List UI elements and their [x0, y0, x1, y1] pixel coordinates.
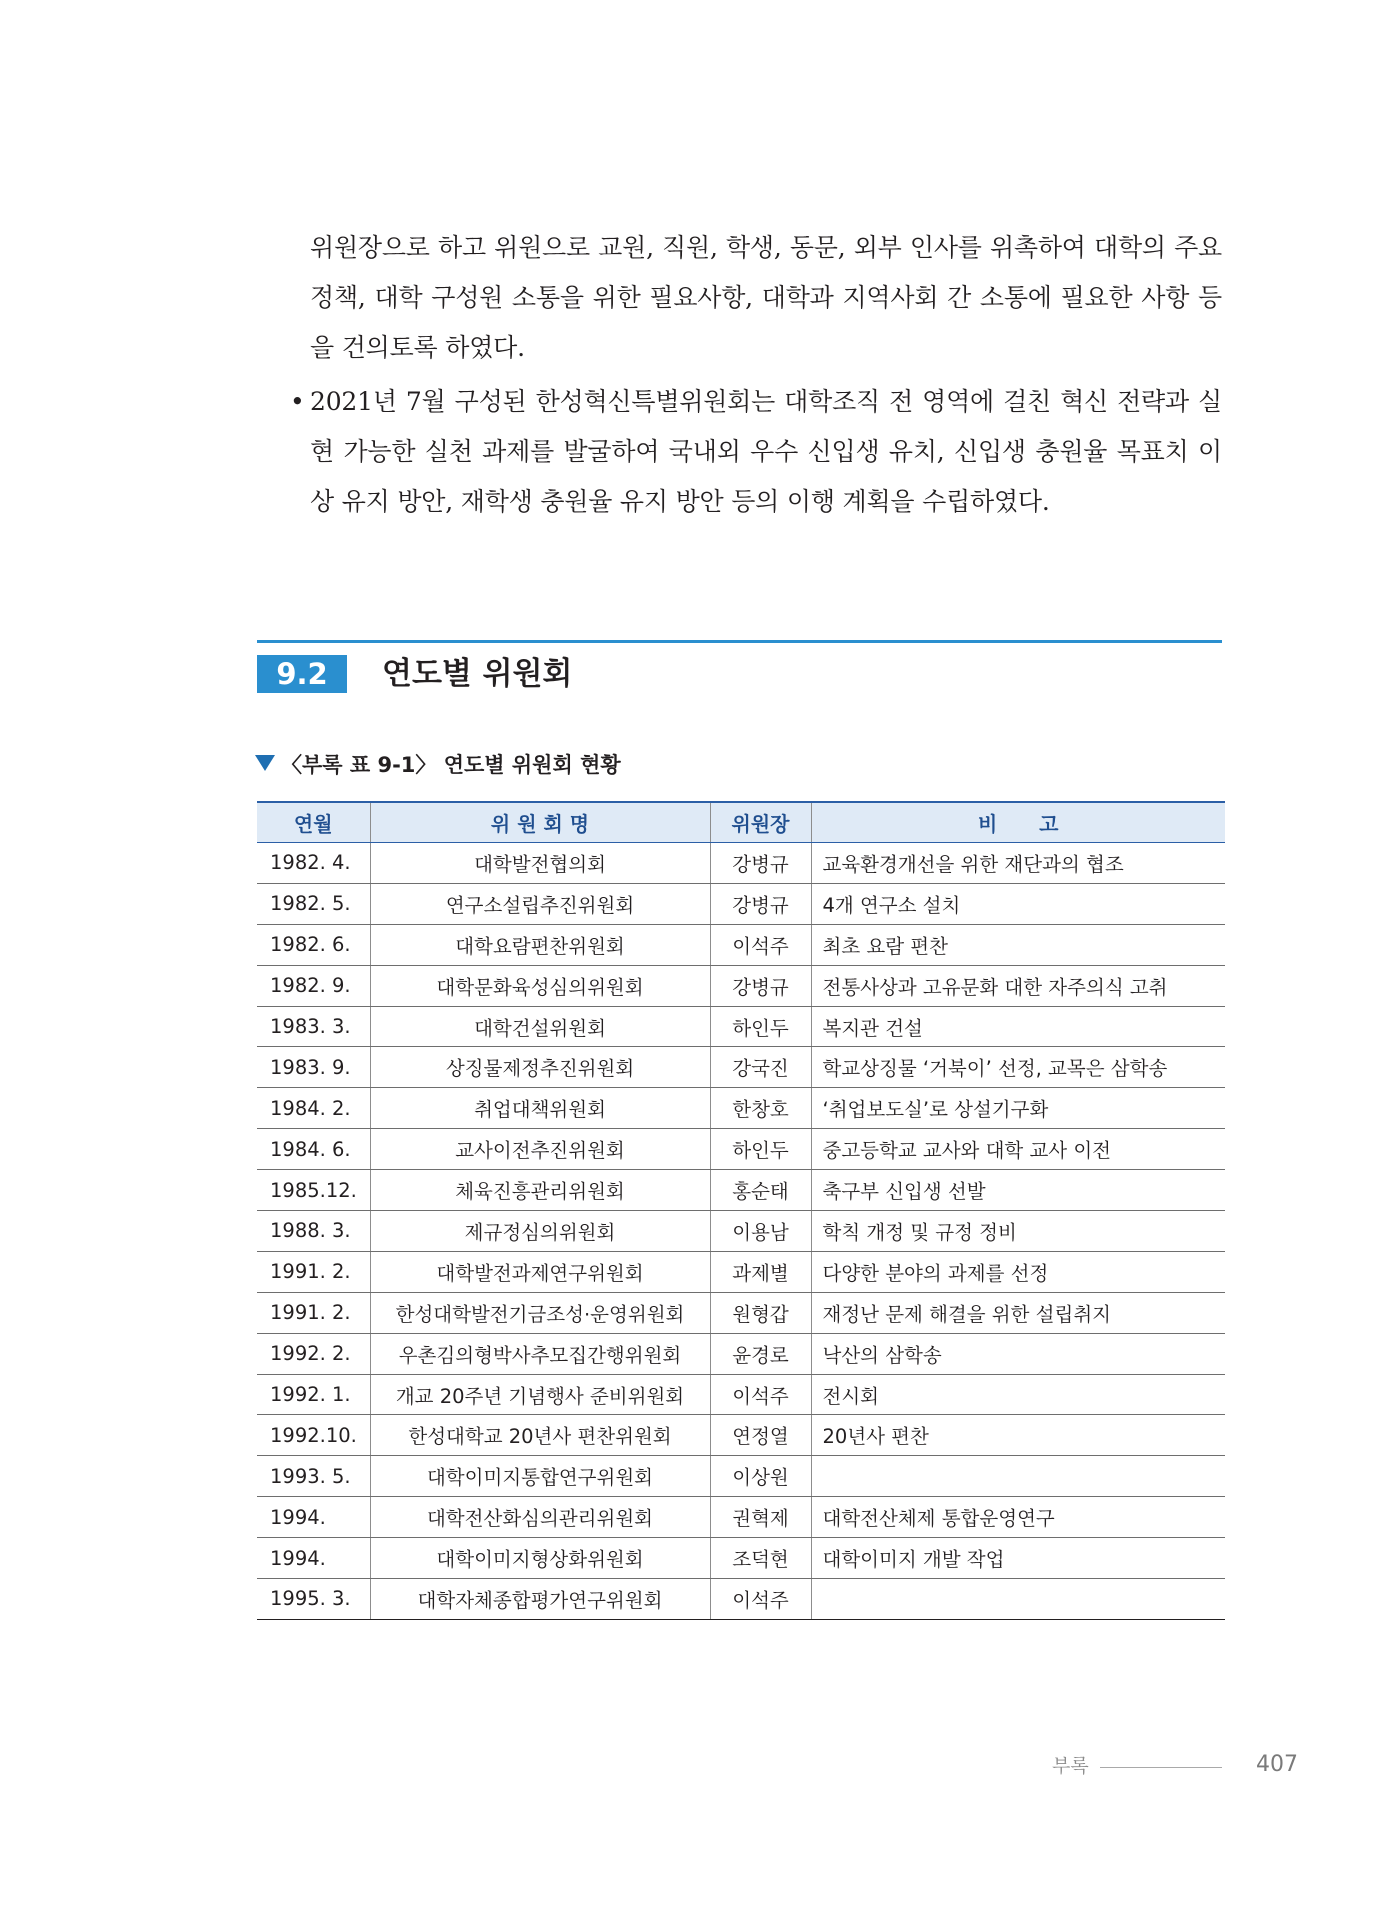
- header-chair: 위원장: [710, 802, 811, 843]
- cell-date: 1982. 5.: [257, 883, 370, 924]
- cell-remarks: [811, 1456, 1225, 1497]
- page-number: 407: [1256, 1752, 1298, 1777]
- triangle-marker-icon: [255, 755, 275, 771]
- table-caption-text: 〈부록 표 9-1〉 연도별 위원회 현황: [281, 753, 621, 777]
- cell-date: 1992. 2.: [257, 1333, 370, 1374]
- table-row: [257, 1292, 1225, 1333]
- cell-remarks: 최초 요람 편찬: [811, 924, 1225, 965]
- cell-remarks: 재정난 문제 해결을 위한 설립취지: [811, 1292, 1225, 1333]
- cell-chair: 과제별: [710, 1251, 811, 1292]
- header-committee-name: 위 원 회 명: [370, 802, 710, 843]
- cell-remarks: 4개 연구소 설치: [811, 883, 1225, 924]
- footer-rule: [1100, 1767, 1222, 1768]
- cell-committee-name: 대학전산화심의관리위원회: [370, 1497, 710, 1538]
- cell-committee-name: 체육진흥관리위원회: [370, 1170, 710, 1211]
- section-divider-rule: [257, 640, 1222, 643]
- cell-committee-name: 대학이미지통합연구위원회: [370, 1456, 710, 1497]
- header-date: 연월: [257, 802, 370, 843]
- cell-date: 1985.12.: [257, 1170, 370, 1211]
- section-title: 연도별 위원회: [382, 656, 573, 692]
- cell-chair: 홍순태: [710, 1170, 811, 1211]
- cell-date: 1984. 2.: [257, 1088, 370, 1129]
- cell-chair: 연정열: [710, 1415, 811, 1456]
- cell-committee-name: 취업대책위원회: [370, 1088, 710, 1129]
- table-body: [257, 843, 1225, 1620]
- cell-remarks: 축구부 신입생 선발: [811, 1170, 1225, 1211]
- paragraph-bullet-item: 2021년 7월 구성된 한성혁신특별위원회는 대학조직 전 영역에 걸친 혁신 전략과 실현 가능한 실천 과제를 발굴하여 국내외 우수 신입생 유치, 신입생 충원율 목표치 이상 유지 방안, 재학생 충원율 유지 방안 등의 이행 계획을 수립하였다.: [310, 387, 1222, 516]
- table-row: [257, 1456, 1225, 1497]
- cell-committee-name: 한성대학발전기금조성·운영위원회: [370, 1292, 710, 1333]
- table-row: [257, 1129, 1225, 1170]
- cell-chair: 한창호: [710, 1088, 811, 1129]
- cell-chair: 이석주: [710, 924, 811, 965]
- cell-committee-name: 대학이미지형상화위원회: [370, 1538, 710, 1579]
- cell-committee-name: 우촌김의형박사추모집간행위원회: [370, 1333, 710, 1374]
- cell-remarks: 대학전산체제 통합운영연구: [811, 1497, 1225, 1538]
- footer-section-label: 부록: [1052, 1755, 1089, 1777]
- cell-committee-name: 한성대학교 20년사 편찬위원회: [370, 1415, 710, 1456]
- cell-chair: 윤경로: [710, 1333, 811, 1374]
- cell-date: 1995. 3.: [257, 1579, 370, 1620]
- table-row: [257, 1211, 1225, 1252]
- cell-committee-name: 개교 20주년 기념행사 준비위원회: [370, 1374, 710, 1415]
- cell-chair: 하인두: [710, 1006, 811, 1047]
- paragraph-continuation: 위원장으로 하고 위원으로 교원, 직원, 학생, 동문, 외부 인사를 위촉하여 대학의 주요 정책, 대학 구성원 소통을 위한 필요사항, 대학과 지역사회 간 소통에 필요한 사항 등을 건의토록 하였다.: [310, 233, 1222, 362]
- bullet-marker: •: [290, 387, 305, 416]
- cell-chair: 이석주: [710, 1579, 811, 1620]
- table-row: [257, 1047, 1225, 1088]
- cell-remarks: 다양한 분야의 과제를 선정: [811, 1251, 1225, 1292]
- cell-date: 1982. 9.: [257, 965, 370, 1006]
- cell-remarks: 중고등학교 교사와 대학 교사 이전: [811, 1129, 1225, 1170]
- cell-date: 1994.: [257, 1497, 370, 1538]
- cell-committee-name: 대학건설위원회: [370, 1006, 710, 1047]
- table-row: [257, 1374, 1225, 1415]
- cell-date: 1993. 5.: [257, 1456, 370, 1497]
- cell-remarks: 전시회: [811, 1374, 1225, 1415]
- cell-date: 1992.10.: [257, 1415, 370, 1456]
- table-row: [257, 1006, 1225, 1047]
- cell-remarks: 전통사상과 고유문화 대한 자주의식 고취: [811, 965, 1225, 1006]
- cell-date: 1994.: [257, 1538, 370, 1579]
- cell-committee-name: 대학발전협의회: [370, 843, 710, 884]
- table-caption: [255, 750, 621, 780]
- cell-remarks: 복지관 건설: [811, 1006, 1225, 1047]
- cell-date: 1991. 2.: [257, 1251, 370, 1292]
- cell-date: 1982. 4.: [257, 843, 370, 884]
- cell-committee-name: 제규정심의위원회: [370, 1211, 710, 1252]
- cell-chair: 강국진: [710, 1047, 811, 1088]
- cell-date: 1982. 6.: [257, 924, 370, 965]
- cell-chair: 강병규: [710, 883, 811, 924]
- cell-chair: 권혁제: [710, 1497, 811, 1538]
- cell-chair: 하인두: [710, 1129, 811, 1170]
- table-row: [257, 1251, 1225, 1292]
- cell-committee-name: 상징물제정추진위원회: [370, 1047, 710, 1088]
- cell-remarks: 20년사 편찬: [811, 1415, 1225, 1456]
- cell-chair: 강병규: [710, 843, 811, 884]
- cell-remarks: 학칙 개정 및 규정 정비: [811, 1211, 1225, 1252]
- table-row: [257, 965, 1225, 1006]
- cell-committee-name: 교사이전추진위원회: [370, 1129, 710, 1170]
- header-remarks: 비 고: [811, 802, 1225, 843]
- table-row: [257, 843, 1225, 884]
- cell-chair: 강병규: [710, 965, 811, 1006]
- table-row: [257, 1415, 1225, 1456]
- cell-committee-name: 대학발전과제연구위원회: [370, 1251, 710, 1292]
- table-header-row: [257, 802, 1225, 843]
- cell-remarks: ‘취업보도실’로 상설기구화: [811, 1088, 1225, 1129]
- cell-date: 1983. 3.: [257, 1006, 370, 1047]
- table-row: [257, 1088, 1225, 1129]
- cell-committee-name: 대학자체종합평가연구위원회: [370, 1579, 710, 1620]
- cell-committee-name: 대학문화육성심의위원회: [370, 965, 710, 1006]
- cell-remarks: [811, 1579, 1225, 1620]
- cell-remarks: 교육환경개선을 위한 재단과의 협조: [811, 843, 1225, 884]
- table-row: [257, 924, 1225, 965]
- cell-chair: 이석주: [710, 1374, 811, 1415]
- cell-date: 1992. 1.: [257, 1374, 370, 1415]
- table-row: [257, 1170, 1225, 1211]
- committee-table: [257, 801, 1225, 1620]
- section-number-badge: 9.2: [257, 655, 347, 693]
- cell-date: 1991. 2.: [257, 1292, 370, 1333]
- cell-remarks: 낙산의 삼학송: [811, 1333, 1225, 1374]
- cell-chair: 이상원: [710, 1456, 811, 1497]
- cell-remarks: 학교상징물 ‘거북이’ 선정, 교목은 삼학송: [811, 1047, 1225, 1088]
- cell-committee-name: 연구소설립추진위원회: [370, 883, 710, 924]
- cell-date: 1984. 6.: [257, 1129, 370, 1170]
- cell-chair: 조덕현: [710, 1538, 811, 1579]
- cell-chair: 원형갑: [710, 1292, 811, 1333]
- table-row: [257, 1497, 1225, 1538]
- cell-chair: 이용남: [710, 1211, 811, 1252]
- cell-date: 1983. 9.: [257, 1047, 370, 1088]
- cell-remarks: 대학이미지 개발 작업: [811, 1538, 1225, 1579]
- table-row: [257, 883, 1225, 924]
- table-row: [257, 1538, 1225, 1579]
- table-row: [257, 1333, 1225, 1374]
- table-row: [257, 1579, 1225, 1620]
- cell-date: 1988. 3.: [257, 1211, 370, 1252]
- cell-committee-name: 대학요람편찬위원회: [370, 924, 710, 965]
